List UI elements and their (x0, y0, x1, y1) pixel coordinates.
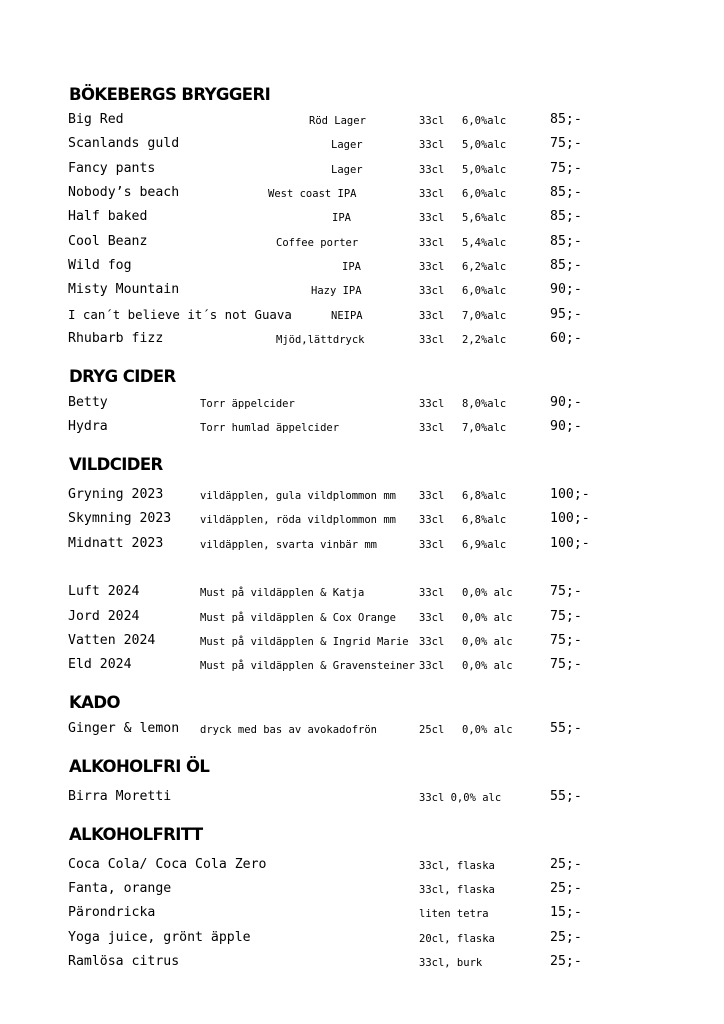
item-price: 85;- (550, 112, 582, 127)
section-heading-alkoholfritt: ALKOHOLFRITT (69, 825, 203, 844)
menu-item (0, 419, 724, 437)
item-volume: 33cl (419, 398, 445, 410)
item-description: vildäpplen, gula vildplommon mm (200, 490, 396, 502)
item-volume: 33cl (419, 188, 445, 200)
menu-item (0, 633, 724, 651)
menu-item (0, 657, 724, 675)
item-description: Must på vildäpplen & Gravensteiner (200, 660, 415, 672)
menu-item (0, 511, 724, 529)
item-abv: 6,0%alc (462, 115, 507, 127)
menu-item (0, 112, 724, 130)
menu-item (0, 307, 724, 325)
item-volume: 33cl (419, 334, 445, 346)
item-name: Hydra (68, 419, 108, 434)
item-price: 85;- (550, 258, 582, 273)
item-description: Lager (331, 139, 363, 151)
item-description: IPA (342, 261, 361, 273)
item-description: Lager (331, 164, 363, 176)
menu-item (0, 954, 724, 972)
item-abv: 8,0%alc (462, 398, 507, 410)
item-description: Mjöd,lättdryck (276, 334, 365, 346)
item-description: vildäpplen, svarta vinbär mm (200, 539, 378, 551)
menu-item (0, 930, 724, 948)
item-volume: 33cl (419, 115, 445, 127)
menu-item (0, 721, 724, 739)
item-name: Scanlands guld (68, 136, 180, 151)
item-abv: 0,0% alc (462, 724, 513, 736)
menu-item (0, 905, 724, 923)
item-volume: 33cl (419, 285, 445, 297)
item-price: 25;- (550, 930, 582, 945)
item-abv: 2,2%alc (462, 334, 507, 346)
item-description: Hazy IPA (311, 285, 362, 297)
item-volume: 33cl, burk (419, 957, 483, 969)
item-abv: 6,8%alc (462, 490, 507, 502)
item-volume: 25cl (419, 724, 445, 736)
item-name: Fanta, orange (68, 881, 172, 896)
item-volume: 33cl (419, 139, 445, 151)
item-name: Luft 2024 (68, 584, 140, 599)
item-description: Must på vildäpplen & Ingrid Marie (200, 636, 409, 648)
item-price: 90;- (550, 282, 582, 297)
menu-item (0, 536, 724, 554)
section-heading-dryg-cider: DRYG CIDER (69, 367, 176, 386)
item-description: dryck med bas av avokadofrön (200, 724, 378, 736)
item-volume: 20cl, flaska (419, 933, 495, 945)
item-name: Betty (68, 395, 108, 410)
item-abv: 6,8%alc (462, 514, 507, 526)
item-price: 75;- (550, 657, 582, 672)
item-price: 15;- (550, 905, 582, 920)
item-name: Jord 2024 (68, 609, 140, 624)
menu-item (0, 395, 724, 413)
item-abv: 0,0% alc (462, 660, 513, 672)
item-abv: 6,2%alc (462, 261, 507, 273)
item-abv: 0,0% alc (462, 587, 513, 599)
item-abv: 6,0%alc (462, 188, 507, 200)
item-volume: 33cl (419, 539, 445, 551)
item-description: Torr humlad äppelcider (200, 422, 340, 434)
item-volume: 33cl (419, 490, 445, 502)
item-name: I can´t believe it´s not Guava (68, 307, 292, 322)
item-name: Misty Mountain (68, 282, 180, 297)
item-name: Midnatt 2023 (68, 536, 164, 551)
item-name: Eld 2024 (68, 657, 132, 672)
item-price: 85;- (550, 185, 582, 200)
item-abv: 7,0%alc (462, 422, 507, 434)
item-description: NEIPA (331, 310, 363, 322)
item-name: Coca Cola/ Coca Cola Zero (68, 857, 267, 872)
item-name: Ginger & lemon (68, 721, 180, 736)
item-abv: 7,0%alc (462, 310, 507, 322)
item-price: 75;- (550, 633, 582, 648)
menu-item (0, 881, 724, 899)
menu-item (0, 185, 724, 203)
item-description: Röd Lager (309, 115, 366, 127)
item-abv: 0,0% alc (462, 612, 513, 624)
item-name: Rhubarb fizz (68, 331, 164, 346)
item-abv: 5,0%alc (462, 139, 507, 151)
menu-item (0, 609, 724, 627)
item-price: 55;- (550, 789, 582, 804)
item-name: Yoga juice, grönt äpple (68, 930, 251, 945)
item-price: 75;- (550, 161, 582, 176)
item-description: West coast IPA (268, 188, 357, 200)
item-name: Nobody’s beach (68, 185, 180, 200)
item-volume: 33cl (419, 612, 445, 624)
item-price: 75;- (550, 609, 582, 624)
menu-item (0, 789, 724, 807)
item-price: 25;- (550, 954, 582, 969)
section-heading-vildcider: VILDCIDER (69, 455, 163, 474)
item-volume: liten tetra (419, 908, 489, 920)
item-price: 75;- (550, 136, 582, 151)
item-abv: 5,6%alc (462, 212, 507, 224)
item-volume: 33cl (419, 261, 445, 273)
item-abv: 6,0%alc (462, 285, 507, 297)
item-name: Wild fog (68, 258, 132, 273)
item-volume: 33cl (419, 514, 445, 526)
item-volume: 33cl (419, 237, 445, 249)
item-description: vildäpplen, röda vildplommon mm (200, 514, 396, 526)
menu-item (0, 282, 724, 300)
item-name: Vatten 2024 (68, 633, 156, 648)
item-price: 100;- (550, 511, 590, 526)
item-name: Pärondricka (68, 905, 156, 920)
item-volume: 33cl, flaska (419, 860, 495, 872)
item-price: 55;- (550, 721, 582, 736)
section-heading-kado: KADO (69, 693, 120, 712)
item-volume: 33cl 0,0% alc (419, 792, 502, 804)
item-volume: 33cl (419, 422, 445, 434)
item-name: Fancy pants (68, 161, 156, 176)
menu-item (0, 161, 724, 179)
item-price: 100;- (550, 487, 590, 502)
item-name: Big Red (68, 112, 124, 127)
item-abv: 5,0%alc (462, 164, 507, 176)
item-abv: 5,4%alc (462, 237, 507, 249)
menu-item (0, 136, 724, 154)
menu-item (0, 209, 724, 227)
item-price: 90;- (550, 419, 582, 434)
item-abv: 0,0% alc (462, 636, 513, 648)
item-price: 95;- (550, 307, 582, 322)
section-heading-bokebergs: BÖKEBERGS BRYGGERI (69, 85, 271, 104)
menu-item (0, 487, 724, 505)
item-name: Skymning 2023 (68, 511, 172, 526)
item-name: Cool Beanz (68, 234, 148, 249)
item-volume: 33cl (419, 660, 445, 672)
item-name: Birra Moretti (68, 789, 172, 804)
menu-item (0, 258, 724, 276)
item-name: Ramlösa citrus (68, 954, 180, 969)
item-volume: 33cl (419, 587, 445, 599)
menu-item (0, 584, 724, 602)
item-abv: 6,9%alc (462, 539, 507, 551)
section-heading-alkoholfri-ol: ALKOHOLFRI ÖL (69, 757, 210, 776)
item-volume: 33cl (419, 310, 445, 322)
item-price: 85;- (550, 209, 582, 224)
menu-item (0, 857, 724, 875)
item-price: 25;- (550, 857, 582, 872)
item-volume: 33cl, flaska (419, 884, 495, 896)
item-price: 25;- (550, 881, 582, 896)
item-volume: 33cl (419, 164, 445, 176)
menu-item (0, 331, 724, 349)
item-description: Torr äppelcider (200, 398, 295, 410)
item-description: Coffee porter (276, 237, 359, 249)
item-price: 90;- (550, 395, 582, 410)
item-volume: 33cl (419, 212, 445, 224)
item-name: Gryning 2023 (68, 487, 164, 502)
item-price: 60;- (550, 331, 582, 346)
item-description: IPA (332, 212, 351, 224)
item-volume: 33cl (419, 636, 445, 648)
item-description: Must på vildäpplen & Cox Orange (200, 612, 396, 624)
item-name: Half baked (68, 209, 148, 224)
item-description: Must på vildäpplen & Katja (200, 587, 365, 599)
item-price: 85;- (550, 234, 582, 249)
menu-item (0, 234, 724, 252)
item-price: 75;- (550, 584, 582, 599)
item-price: 100;- (550, 536, 590, 551)
